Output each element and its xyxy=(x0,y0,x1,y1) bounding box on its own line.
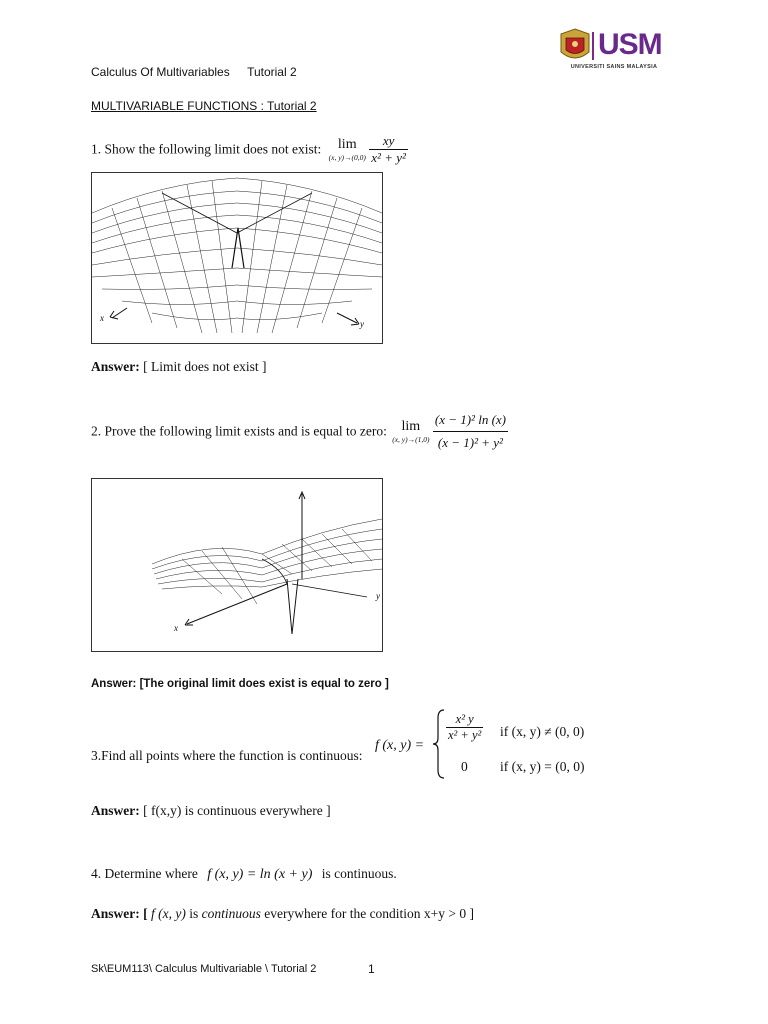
question-4: 4. Determine where f (x, y) = ln (x + y) is continuous. xyxy=(91,866,397,882)
footer-path: Sk\EUM113\ Calculus Multivariable \ Tutorial 2 xyxy=(91,963,317,975)
page-number: 1 xyxy=(368,962,375,976)
q3-case1-condition: if (x, y) ≠ (0, 0) xyxy=(500,724,585,739)
q3-case2-value: 0 xyxy=(461,759,468,774)
q2-answer: Answer: [The original limit does exist is equal to zero ] xyxy=(91,678,389,690)
usm-logo xyxy=(558,26,670,72)
section-heading: MULTIVARIABLE FUNCTIONS : Tutorial 2 xyxy=(91,99,317,113)
q3-function-name: f (x, y) = xyxy=(375,738,425,753)
q2-axis-y-label: y xyxy=(376,591,380,601)
question-2: 2. Prove the following limit exists and is equal to zero: lim (x, y)→(1,0) $\frac{\text{(x − 1)² ln (x)}}{\text{(x − 1)² + y²}}$ xyxy=(91,412,506,450)
q1-fraction: $\frac{xy}{\text{x² + y²}}$ xyxy=(371,133,406,165)
q2-axis-x-label: x xyxy=(174,623,178,633)
q1-answer: Answer: [ Limit does not exist ] xyxy=(91,359,267,374)
q3-case1-fraction: $\frac{\text{x² y}}{\text{x² + y²}}$ xyxy=(448,712,482,742)
q3-piecewise-brace xyxy=(432,708,446,785)
q4-answer: Answer: [ f (x, y) is continuous everywhere for the condition x+y > 0 ] xyxy=(91,906,475,921)
question-1: 1. Show the following limit does not exist: lim (x, y)→(0,0) $\frac{xy}{\text{x² + y²}}$ xyxy=(91,133,406,165)
q1-limit: lim (x, y)→(0,0) xyxy=(328,136,366,162)
q1-surface-plot xyxy=(91,172,383,344)
q1-axis-x-label: x xyxy=(100,313,104,323)
logo-text: USM xyxy=(598,28,662,61)
course-title: Calculus Of Multivariables Tutorial 2 xyxy=(91,65,297,79)
q1-axis-y-label: y xyxy=(360,319,364,329)
q3-answer: Answer: [ f(x,y) is continuous everywhere ] xyxy=(91,803,331,818)
q2-surface-plot xyxy=(91,478,383,652)
question-3: 3.Find all points where the function is continuous: xyxy=(91,748,363,763)
q2-surface-graphic xyxy=(92,479,382,651)
q3-case2-condition: if (x, y) = (0, 0) xyxy=(500,759,585,774)
left-brace-icon xyxy=(432,708,446,780)
q2-limit: lim (x, y)→(1,0) xyxy=(392,418,430,444)
q1-surface-graphic xyxy=(92,173,382,343)
logo-subtext: UNIVERSITI SAINS MALAYSIA xyxy=(570,64,658,70)
q2-fraction: $\frac{\text{(x − 1)² ln (x)}}{\text{(x − 1)² + y²}}$ xyxy=(434,412,506,450)
